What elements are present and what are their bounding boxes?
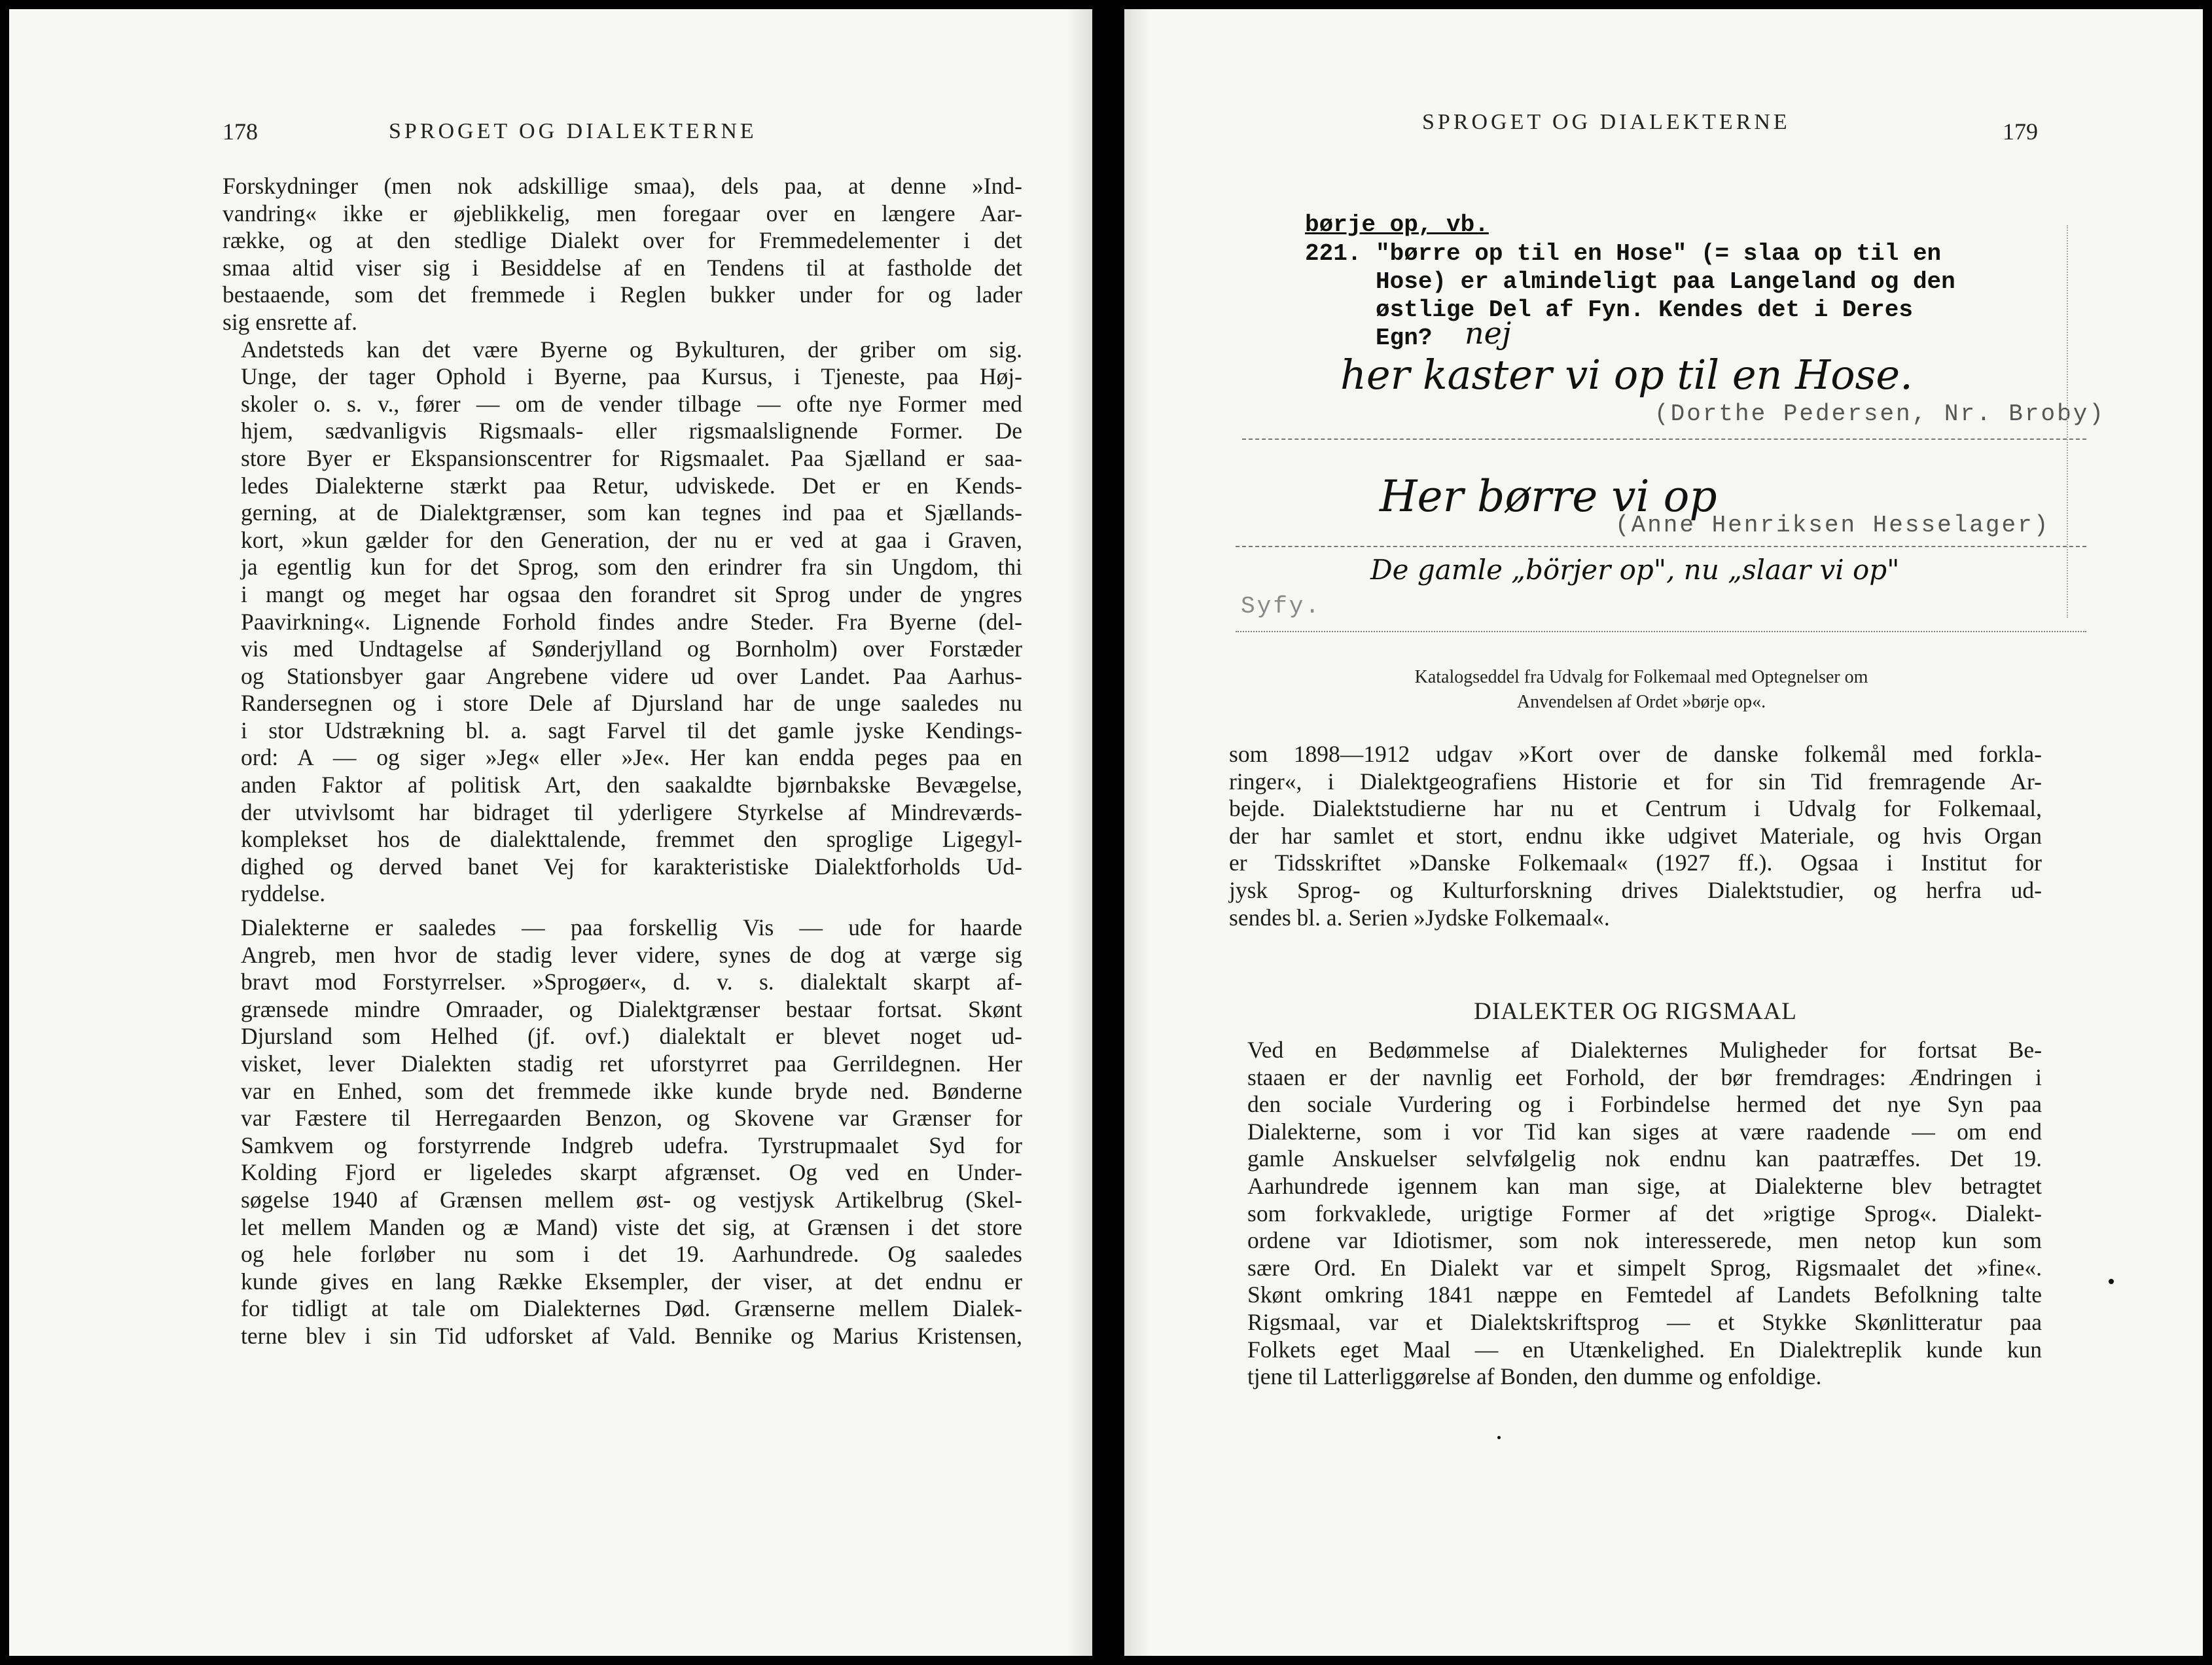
paragraph (1229, 741, 2042, 931)
gutter-shadow (1124, 9, 1151, 1656)
text-line: kunde gives en lang Række Eksempler, der viser, at det endnu er (241, 1268, 1022, 1295)
text-line: Aarhundrede igennem kan man sige, at Dialekterne blev betragtet (1247, 1172, 2042, 1199)
text-line: Samkvem og forstyrrende Indgreb udefra. Tyrstrupmaalet Syd for (241, 1132, 1022, 1158)
card-divider (1236, 631, 2086, 632)
section-title: DIALEKTER OG RIGSMAAL (1474, 998, 1797, 1025)
text-line: tjene til Latterliggørelse af Bonden, den dumme og enfoldige. (1247, 1363, 1822, 1390)
text-line: som forkvaklede, urigtige Former af det »rigtige Sprog«. Dialekt- (1247, 1200, 2042, 1226)
paragraph (223, 336, 1022, 908)
card-handwritten-line: De gamle „börjer op", nu „slaar vi op" (1370, 554, 1900, 586)
text-line: Paavirkning«. Lignende Forhold findes andre Steder. Fra Byerne (del- (241, 608, 1022, 635)
right-text-column-top (1229, 741, 2042, 931)
card-typed-line: Egn? (1305, 325, 1433, 351)
text-line: kort, »kun gælder for den Generation, der nu er ved at gaa i Graven, (241, 526, 1022, 553)
text-line: anden Faktor af politisk Art, den saakaldte bjørnbakske Bevægelse, (241, 772, 1022, 798)
card-handwritten-line: Her børre vi op (1380, 471, 1717, 522)
text-line: gerning, at de Dialektgrænser, som kan tegnes ind paa et Sjællands- (241, 499, 1022, 526)
card-divider (1236, 546, 2086, 547)
text-line: er Tidsskriftet »Danske Folkemaal« (1927 ff.). Ogsaa i Institut for (1229, 850, 2042, 876)
figure-caption (1281, 665, 2001, 715)
text-line: smaa altid viser sig i Besiddelse af en Tendens til at fastholde det (223, 254, 1022, 281)
text-line: hjem, sædvanligvis Rigsmaals- eller rigsmaalslignende Former. De (241, 418, 1022, 444)
text-line: Rigsmaal, var et Dialektskriftsprog — et Stykke Skønlitteratur paa (1247, 1308, 2042, 1335)
text-line: Kolding Fjord er ligeledes skarpt afgrænset. Og ved en Under- (241, 1159, 1022, 1186)
text-line: sære Ord. En Dialekt var et simpelt Sprog, Rigsmaalet det »fine«. (1247, 1254, 2042, 1281)
card-handwritten-line: her kaster vi op til en Hose. (1340, 351, 1913, 399)
card-handwritten-answer: nej (1465, 315, 1512, 351)
text-line: vandring« ikke er øjeblikkelig, men foregaar over en længere Aar- (223, 200, 1022, 226)
page-mark (2109, 1279, 2114, 1284)
paragraph (223, 173, 1022, 336)
card-informant-stamp: (Dorthe Pedersen, Nr. Broby) (1654, 401, 2105, 427)
text-line: Randersegnen og i store Dele af Djursland har de unge saaledes nu (241, 690, 1022, 717)
text-line: vis med Undtagelse af Sønderjylland og Bornholm) over Forstæder (241, 636, 1022, 662)
text-line: for tidligt at tale om Dialekternes Død. Grænserne mellem Dialek- (241, 1295, 1022, 1322)
text-line: komplekset hos de dialekttalende, fremmet den sproglige Ligegyl- (241, 826, 1022, 853)
text-line: række, og at den stedlige Dialekt over for Fremmedelementer i det (223, 227, 1022, 254)
running-head: SPROGET OG DIALEKTERNE (389, 119, 757, 143)
text-line: Dialekterne er saaledes — paa forskellig Vis — ude for haarde (241, 914, 1022, 941)
caption-line: Katalogseddel fra Udvalg for Folkemaal med Optegnelser om (1414, 667, 1868, 687)
text-line: der utvivlsomt har bidraget til yderligere Styrkelse af Mindreværds- (241, 798, 1022, 825)
text-line: sig ensrette af. (223, 308, 358, 335)
text-line: ringer«, i Dialektgeografiens Historie et for sin Tid fremragende Ar- (1229, 768, 2042, 795)
running-head: SPROGET OG DIALEKTERNE (1422, 110, 1791, 134)
text-line: skoler o. s. v., fører — om de vender tilbage — ofte nye Former med (241, 390, 1022, 417)
text-line: Djursland som Helhed (jf. ovf.) dialektalt er blevet noget ud- (241, 1023, 1022, 1050)
text-line: terne blev i sin Tid udforsket af Vald. Bennike og Marius Kristensen, (241, 1322, 1022, 1349)
card-typed-line: østlige Del af Fyn. Kendes det i Deres (1305, 296, 1913, 323)
page-mark (1497, 1436, 1501, 1439)
page-number: 179 (2003, 118, 2038, 145)
text-line: Angreb, men hvor de stadig lever videre, synes de dog at værge sig (241, 941, 1022, 968)
text-line: den sociale Vurdering og i Forbindelse hermed det nye Syn paa (1247, 1091, 2042, 1118)
caption-line: Anvendelsen af Ordet »børje op«. (1516, 692, 1766, 712)
text-line: søgelse 1940 af Grænsen mellem øst- og vestjysk Artikelbrug (Skel- (241, 1186, 1022, 1213)
text-line: Unge, der tager Ophold i Byerne, paa Kursus, i Tjeneste, paa Høj- (241, 363, 1022, 390)
right-text-column-bottom (1229, 1037, 2042, 1391)
card-headword: børje op, vb. (1305, 211, 1489, 238)
text-line: i stor Udstrækning bl. a. sagt Farvel til det gamle jyske Kendings- (241, 717, 1022, 743)
text-line: bravt mod Forstyrrelser. »Sprogøer«, d. v. s. dialektalt skarpt af- (241, 969, 1022, 995)
paragraph (223, 914, 1022, 1350)
text-line: Skønt omkring 1841 næppe en Femtedel af Landets Befolkning talte (1247, 1281, 2042, 1308)
text-line: ord: A — og siger »Jeg« eller »Je«. Her kan endda peges paa en (241, 744, 1022, 771)
text-line: ja egentlig kun for det Sprog, som den erindrer fra sin Ungdom, thi (241, 554, 1022, 581)
text-line: Andetsteds kan det være Byerne og Bykulturen, der griber om sig. (241, 336, 1022, 363)
text-line: let mellem Manden og æ Mand) viste det sig, at Grænsen i det store (241, 1213, 1022, 1240)
page-number: 178 (223, 118, 258, 145)
gutter-shadow (1066, 9, 1092, 1656)
text-line: jysk Sprog- og Kulturforskning drives Dialektstudier, og herfra ud- (1229, 876, 2042, 903)
text-line: Forskydninger (men nok adskillige smaa), dels paa, at denne »Ind- (223, 173, 1022, 199)
catalog-card (1222, 179, 2105, 660)
text-line: visket, lever Dialekten stadig ret uforstyrret paa Gerrildegnen. Her (241, 1050, 1022, 1077)
text-line: store Byer er Ekspansionscentrer for Rigsmaalet. Paa Sjælland er saa- (241, 444, 1022, 471)
paragraph (1229, 1037, 2042, 1391)
text-line: der har samlet et stort, endnu ikke udgivet Materiale, og hvis Organ (1229, 822, 2042, 849)
text-line: og hele forløber nu som i det 19. Aarhundrede. Og saaledes (241, 1241, 1022, 1268)
text-line: sendes bl. a. Serien »Jydske Folkemaal«. (1229, 904, 1610, 931)
card-stamp: Syfy. (1241, 593, 1322, 620)
card-divider (1242, 439, 2086, 440)
text-line: dighed og derved banet Vej for karakteristiske Dialektforholds Ud- (241, 853, 1022, 880)
card-typed-line: Hose) er almindeligt paa Langeland og den (1305, 268, 1955, 295)
card-informant-stamp: (Anne Henriksen Hesselager) (1615, 512, 2050, 539)
text-line: og Stationsbyer gaar Angrebene videre ud over Landet. Paa Aarhus- (241, 662, 1022, 689)
left-text-column (223, 173, 1022, 1350)
right-page (1124, 9, 2203, 1656)
text-line: var en Enhed, som det fremmede ikke kunde bryde ned. Bønderne (241, 1077, 1022, 1104)
text-line: ledes Dialekterne stærkt paa Retur, udviskede. Det er en Kends- (241, 472, 1022, 499)
text-line: Dialekterne, som i vor Tid kan siges at være raadende — om end (1247, 1118, 2042, 1145)
text-line: i mangt og meget har ogsaa den forandret sit Sprog under de yngres (241, 581, 1022, 607)
card-edge (2067, 225, 2068, 618)
text-line: ryddelse. (241, 880, 326, 907)
text-line: staaen er der navnlig eet Forhold, der bør fremdrages: Ændringen i (1247, 1064, 2042, 1090)
text-line: bejde. Dialektstudierne har nu et Centrum i Udvalg for Folkemaal, (1229, 795, 2042, 822)
text-line: Ved en Bedømmelse af Dialekternes Muligheder for fortsat Be- (1247, 1037, 2042, 1063)
card-typed-line: 221. "børre op til en Hose" (= slaa op til en (1305, 240, 1942, 267)
text-line: ordene var Idiotismer, som nok interesserede, men netop kun som (1247, 1227, 2042, 1254)
text-line: gamle Anskuelser selvfølgelig nok endnu kan paatræffes. Det 19. (1247, 1145, 2042, 1172)
text-line: som 1898—1912 udgav »Kort over de danske folkemål med forkla- (1229, 741, 2042, 767)
left-page (9, 9, 1092, 1656)
text-line: bestaaende, som det fremmede i Reglen bukker under for og lader (223, 281, 1022, 308)
text-line: var Fæstere til Herregaarden Benzon, og Skovene var Grænser for (241, 1105, 1022, 1132)
text-line: grænsede mindre Omraader, og Dialektgrænser bestaar fortsat. Skønt (241, 995, 1022, 1022)
text-line: Folkets eget Maal — en Utænkelighed. En Dialektreplik kunde kun (1247, 1336, 2042, 1363)
